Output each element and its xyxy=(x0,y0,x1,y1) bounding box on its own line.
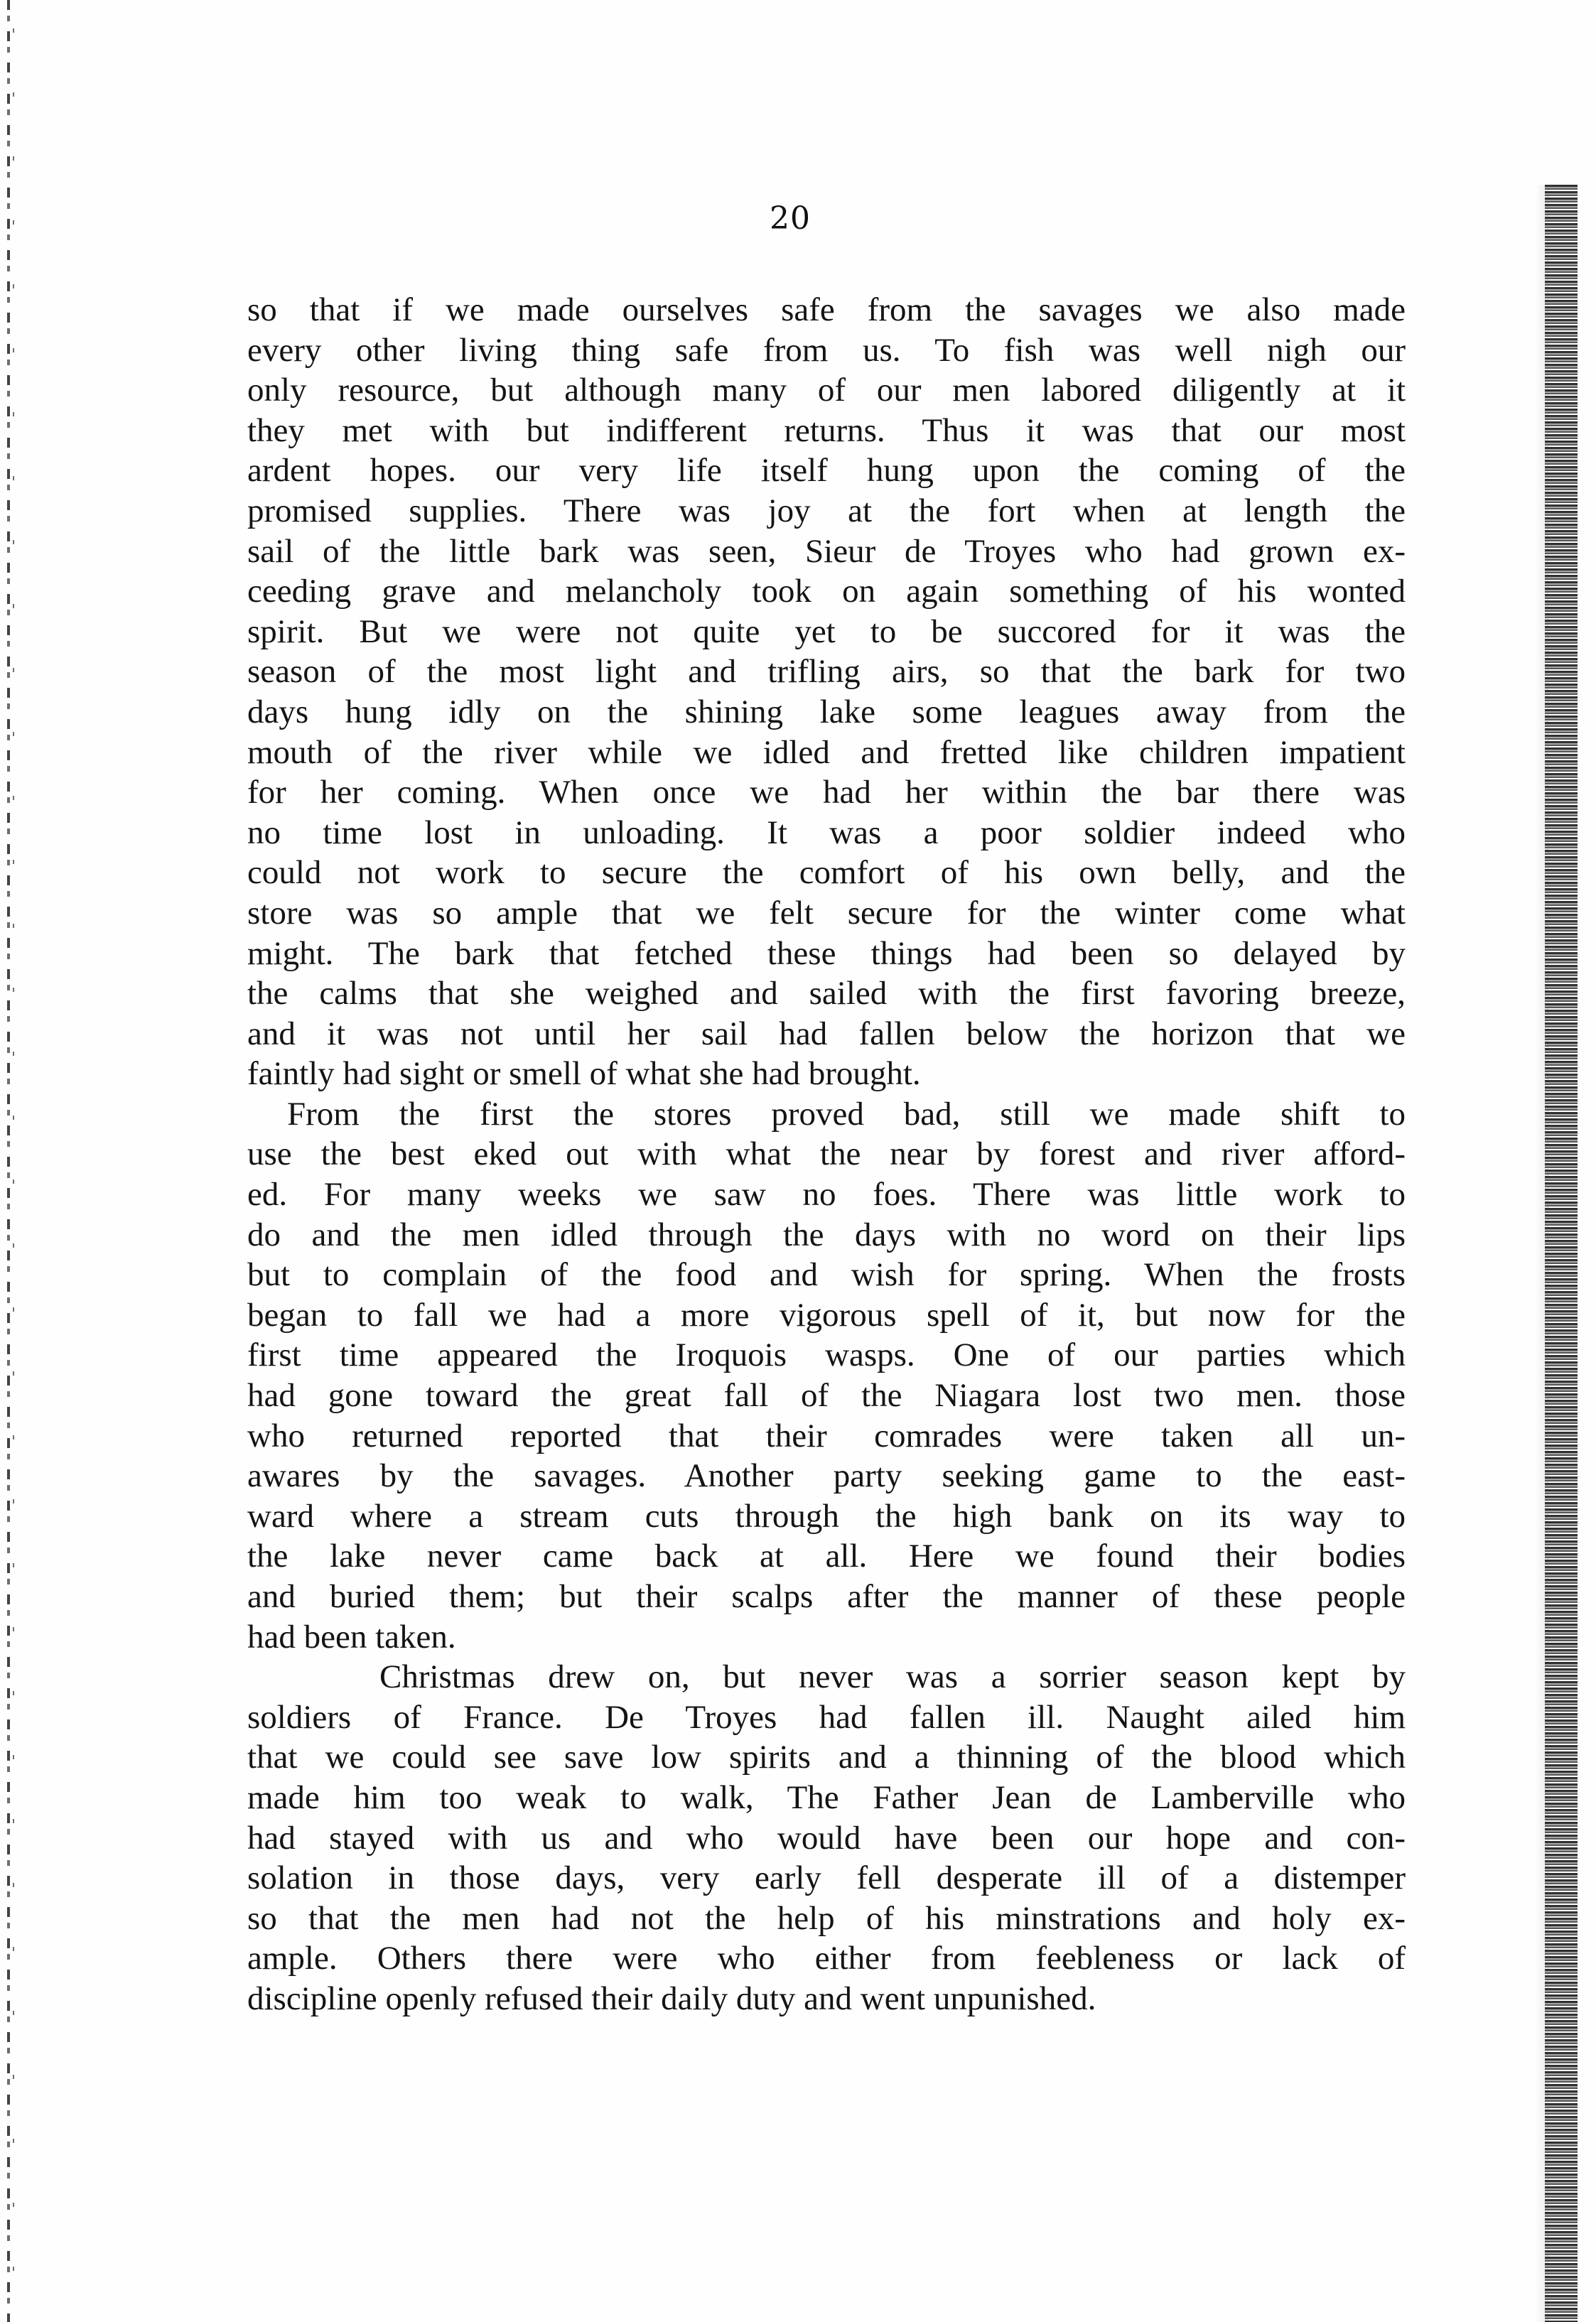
text-line: mouth of the river while we idled and fretted like children impatient xyxy=(247,733,1406,771)
text-line: days hung idly on the shining lake some leagues away from the xyxy=(247,693,1406,730)
text-line: they met with but indifferent returns. Thus it was that our most xyxy=(247,411,1406,449)
page-number: 20 xyxy=(770,200,811,237)
text-line: season of the most light and trifling airs, so that the bark for two xyxy=(247,653,1406,691)
text-line: had gone toward the great fall of the Niagara lost two men. those xyxy=(247,1377,1406,1415)
text-line: that we could see save low spirits and a thinning of the blood which xyxy=(247,1739,1406,1776)
text-line: had stayed with us and who would have been our hope and con- xyxy=(247,1819,1406,1857)
text-line: use the best eked out with what the near by forest and river afford- xyxy=(247,1135,1406,1173)
paragraph xyxy=(247,1657,1406,2019)
text-line: discipline openly refused their daily duty and went unpunished. xyxy=(247,1980,1096,2017)
text-line: had been taken. xyxy=(247,1618,456,1656)
text-line: but to complain of the food and wish for spring. When the frosts xyxy=(247,1256,1406,1294)
text-line: every other living thing safe from us. To fish was well nigh our xyxy=(247,331,1406,369)
text-line: faintly had sight or smell of what she had brought. xyxy=(247,1055,921,1093)
text-line: the lake never came back at all. Here we found their bodies xyxy=(247,1538,1406,1575)
text-line: first time appeared the Iroquois wasps. One of our parties which xyxy=(247,1336,1406,1374)
text-line: who returned reported that their comrades were taken all un- xyxy=(247,1417,1406,1454)
text-line: could not work to secure the comfort of his own belly, and the xyxy=(247,854,1406,892)
text-line: Christmas drew on, but never was a sorrier season kept by xyxy=(379,1658,1406,1696)
text-line: so that the men had not the help of his minstrations and holy ex- xyxy=(247,1899,1406,1937)
paragraph xyxy=(247,290,1406,1094)
text-line: began to fall we had a more vigorous spell of it, but now for the xyxy=(247,1296,1406,1334)
text-line: do and the men idled through the days with no word on their lips xyxy=(247,1216,1406,1253)
text-line: spirit. But we were not quite yet to be succored for it was the xyxy=(247,612,1406,650)
body-text xyxy=(247,290,1406,2019)
text-line: and it was not until her sail had fallen below the horizon that we xyxy=(247,1015,1406,1052)
text-line: ardent hopes. our very life itself hung upon the coming of the xyxy=(247,452,1406,490)
text-line: ward where a stream cuts through the high bank on its way to xyxy=(247,1497,1406,1535)
text-line: awares by the savages. Another party seeking game to the east- xyxy=(247,1457,1406,1495)
text-line: ed. For many weeks we saw no foes. There was little work to xyxy=(247,1176,1406,1214)
text-line: store was so ample that we felt secure for the winter come what xyxy=(247,894,1406,932)
text-line: From the first the stores proved bad, still we made shift to xyxy=(287,1095,1406,1133)
text-line: promised supplies. There was joy at the fort when at length the xyxy=(247,492,1406,529)
text-line: the calms that she weighed and sailed with the first favoring breeze, xyxy=(247,975,1406,1012)
text-line: only resource, but although many of our men labored diligently at it xyxy=(247,372,1406,409)
text-line: so that if we made ourselves safe from the savages we also made xyxy=(247,291,1406,328)
text-line: ceeding grave and melancholy took on again something of his wonted xyxy=(247,573,1406,610)
text-line: solation in those days, very early fell desperate ill of a distemper xyxy=(247,1859,1406,1897)
text-line: sail of the little bark was seen, Sieur de Troyes who had grown ex- xyxy=(247,532,1406,570)
right-page-edge-shadow xyxy=(1545,185,1578,2322)
text-line: made him too weak to walk, The Father Jean de Lamberville who xyxy=(247,1778,1406,1816)
paragraph xyxy=(247,1094,1406,1657)
text-line: soldiers of France. De Troyes had fallen ill. Naught ailed him xyxy=(247,1698,1406,1736)
text-line: no time lost in unloading. It was a poor soldier indeed who xyxy=(247,814,1406,851)
text-line: for her coming. When once we had her within the bar there was xyxy=(247,774,1406,811)
text-line: and buried them; but their scalps after the manner of these people xyxy=(247,1578,1406,1615)
text-line: might. The bark that fetched these things had been so delayed by xyxy=(247,934,1406,972)
text-line: ample. Others there were who either from feebleness or lack of xyxy=(247,1940,1406,1977)
left-page-edge-shadow xyxy=(7,0,10,2322)
left-binding-marks xyxy=(13,0,14,2322)
